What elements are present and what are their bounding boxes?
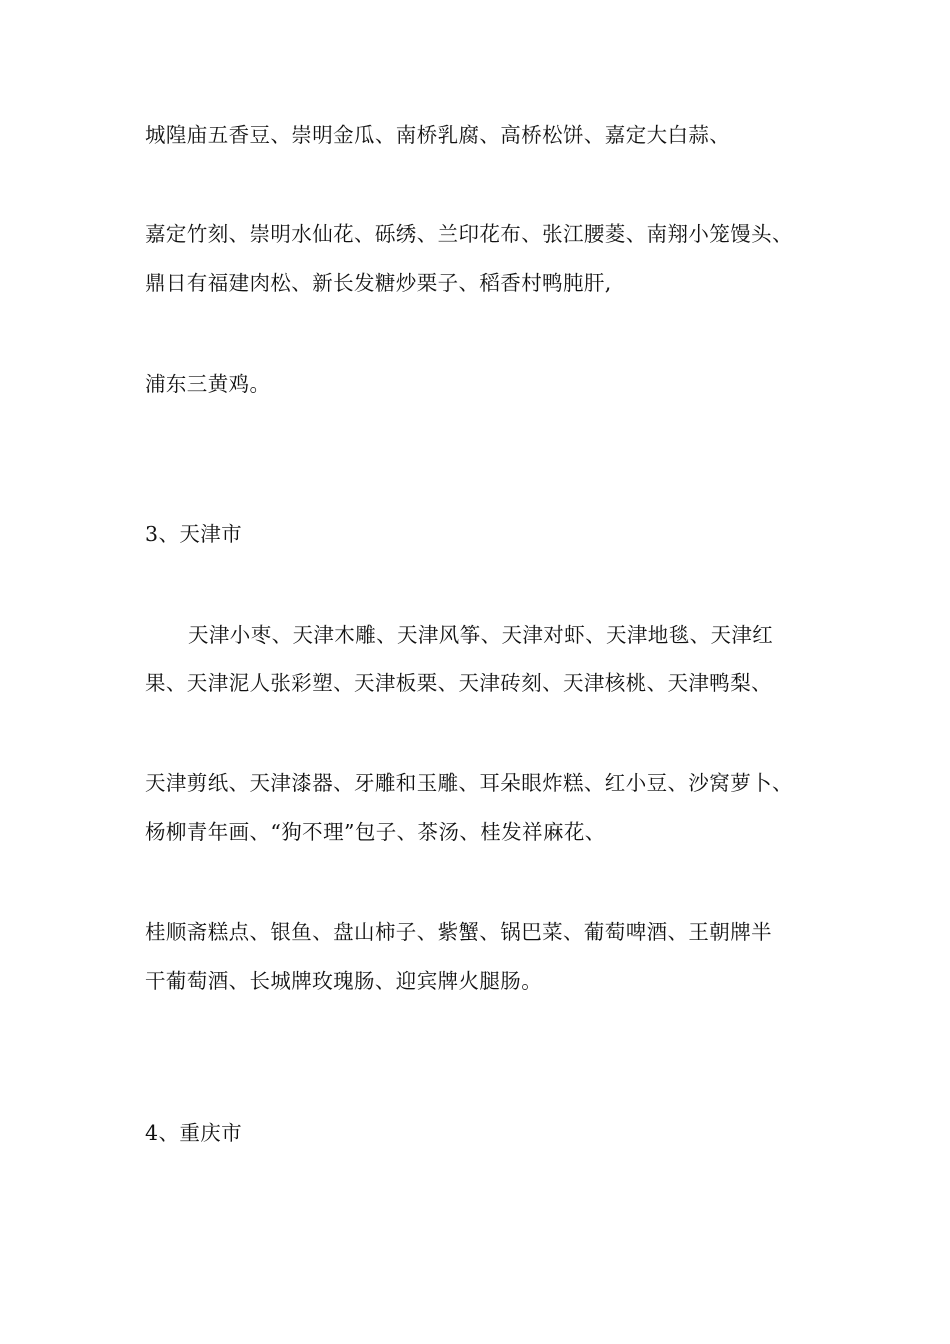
section-heading-tianjin: 3、天津市	[145, 522, 243, 546]
shanghai-list-line-4: 浦东三黄鸡。	[145, 372, 271, 396]
tianjin-list-line-1: 天津小枣、天津木雕、天津风筝、天津对虾、天津地毯、天津红	[188, 623, 774, 647]
shanghai-list-line-1: 城隍庙五香豆、崇明金瓜、南桥乳腐、高桥松饼、嘉定大白蒜、	[145, 123, 731, 147]
section-heading-chongqing: 4、重庆市	[145, 1121, 243, 1145]
shanghai-list-line-2: 嘉定竹刻、崇明水仙花、砾绣、兰印花布、张江腰菱、南翔小笼馒头、	[145, 222, 793, 246]
tianjin-list-line-4: 杨柳青年画、“狗不理”包子、茶汤、桂发祥麻花、	[145, 820, 606, 844]
shanghai-list-line-3: 鼎日有福建肉松、新长发糖炒栗子、稻香村鸭肫肝,	[145, 271, 612, 295]
tianjin-list-line-3: 天津剪纸、天津漆器、牙雕和玉雕、耳朵眼炸糕、红小豆、沙窝萝卜、	[145, 771, 793, 795]
tianjin-list-line-6: 干葡萄酒、长城牌玫瑰肠、迎宾牌火腿肠。	[145, 969, 543, 993]
tianjin-list-line-5: 桂顺斋糕点、银鱼、盘山柿子、紫蟹、锅巴菜、葡萄啤酒、王朝牌半	[145, 920, 772, 944]
tianjin-list-line-2: 果、天津泥人张彩塑、天津板栗、天津砖刻、天津核桃、天津鸭梨、	[145, 671, 772, 695]
